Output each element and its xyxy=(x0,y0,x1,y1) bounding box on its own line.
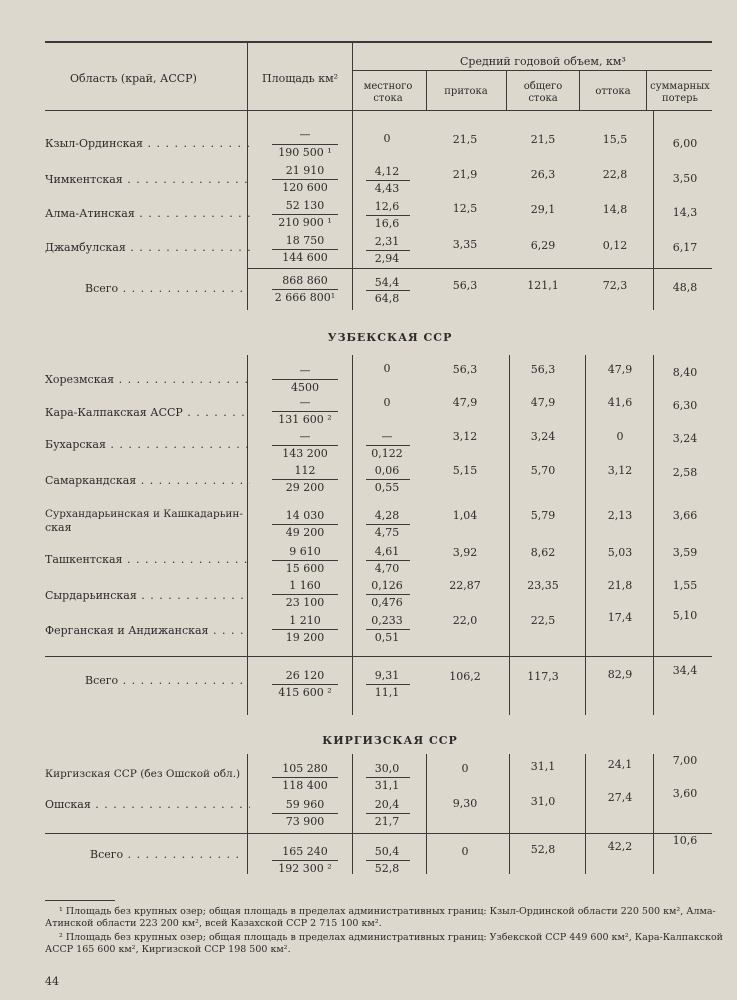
loss: 6,00 xyxy=(672,137,698,150)
area-bottom: 73 900 xyxy=(285,815,325,828)
row-name: Кзыл-Ординская . . . xyxy=(45,137,250,150)
area-top: 1 160 xyxy=(289,579,321,592)
header-area: Площадь км² xyxy=(262,72,339,85)
s2-divider-4 xyxy=(509,355,510,715)
local-top: 30,0 xyxy=(374,762,400,775)
area-fraction-bar xyxy=(272,144,338,145)
local-top: 12,6 xyxy=(374,200,400,213)
header-bottom-rule xyxy=(45,110,712,111)
local-fraction-bar xyxy=(366,524,410,525)
header-divider-6 xyxy=(646,70,647,110)
loss: 3,60 xyxy=(672,787,698,800)
area-bottom: 120 600 xyxy=(282,181,328,194)
outflow: 5,03 xyxy=(607,546,633,559)
local-top: 0 xyxy=(383,396,391,409)
outflow: 41,6 xyxy=(607,396,633,409)
local-fraction-bar xyxy=(366,180,410,181)
s2-divider-6 xyxy=(653,355,654,715)
inflow: 3,35 xyxy=(452,238,478,251)
area-bottom: 131 600 ² xyxy=(278,413,332,426)
s2-divider-2 xyxy=(352,355,353,715)
area-bottom: 15 600 xyxy=(285,562,325,575)
local-top: 2,31 xyxy=(374,235,400,248)
area-top: 52 130 xyxy=(285,199,325,212)
area-fraction-bar xyxy=(272,594,338,595)
local-bottom: 11,1 xyxy=(374,686,400,699)
area-fraction-bar xyxy=(272,411,338,412)
local-bottom: 0,51 xyxy=(374,631,400,644)
s1-total-rule xyxy=(247,268,712,269)
inflow: 3,92 xyxy=(452,546,478,559)
total: 31,0 xyxy=(530,795,556,808)
s3-divider-4 xyxy=(509,754,510,874)
row-name: Киргизская ССР (без Ошской обл.) xyxy=(45,768,241,780)
section-title-kirghiz: КИРГИЗСКАЯ ССР xyxy=(322,734,458,747)
s1-divider-2 xyxy=(352,110,353,310)
total: 29,1 xyxy=(530,203,556,216)
area-top: — xyxy=(299,128,311,141)
outflow: 17,4 xyxy=(607,611,633,624)
local-top: 4,12 xyxy=(374,165,400,178)
outflow: 14,8 xyxy=(602,203,628,216)
outflow: 2,13 xyxy=(607,509,633,522)
local-fraction-bar xyxy=(366,290,410,291)
s3-divider-3 xyxy=(426,754,427,874)
local-fraction-bar xyxy=(366,684,410,685)
inflow: 21,9 xyxy=(452,168,478,181)
s1-divider-6 xyxy=(653,110,654,310)
total: 117,3 xyxy=(527,670,559,683)
area-bottom: 4500 xyxy=(291,381,319,394)
area-top: — xyxy=(299,364,311,377)
inflow: 9,30 xyxy=(452,797,478,810)
local-top: 0 xyxy=(383,132,391,145)
row-name: Чимкентская . . . xyxy=(45,173,250,186)
outflow: 27,4 xyxy=(607,791,633,804)
table-top-rule xyxy=(45,41,712,43)
header-divider-3 xyxy=(426,70,427,110)
area-bottom: 210 900 ¹ xyxy=(278,216,332,229)
local-fraction-bar xyxy=(366,629,410,630)
total: 52,8 xyxy=(530,843,556,856)
header-local-2: стока xyxy=(373,93,403,104)
area-bottom: 415 600 ² xyxy=(278,686,332,699)
s2-divider-5 xyxy=(585,355,586,715)
local-bottom: 31,1 xyxy=(374,779,400,792)
s3-total-rule xyxy=(45,833,712,834)
area-fraction-bar xyxy=(272,629,338,630)
area-bottom: 19 200 xyxy=(285,631,325,644)
area-fraction-bar xyxy=(272,179,338,180)
area-fraction-bar xyxy=(272,684,338,685)
row-name: Ферганская и Андижанская . . . xyxy=(45,624,250,637)
area-top: 59 960 xyxy=(285,798,325,811)
inflow: 56,3 xyxy=(452,363,478,376)
area-fraction-bar xyxy=(272,379,338,380)
area-fraction-bar xyxy=(272,214,338,215)
inflow: 56,3 xyxy=(452,279,478,292)
s3-divider-6 xyxy=(653,754,654,874)
area-bottom: 190 500 ¹ xyxy=(278,146,332,159)
local-bottom: 21,7 xyxy=(374,815,400,828)
header-total-1: общего xyxy=(523,81,563,92)
loss: 34,4 xyxy=(672,664,698,677)
row-name: Ошская . . . xyxy=(45,798,250,811)
header-total-2: стока xyxy=(528,93,558,104)
local-top: 4,28 xyxy=(374,509,400,522)
local-bottom: 0,55 xyxy=(374,481,400,494)
local-top: 0 xyxy=(383,362,391,375)
row-name: Ташкентская . . . xyxy=(45,553,250,566)
s3-divider-2 xyxy=(352,754,353,874)
outflow: 24,1 xyxy=(607,758,633,771)
header-divider-5 xyxy=(579,70,580,110)
row-name: Кара-Калпакская АССР . . . xyxy=(45,406,250,419)
area-top: 112 xyxy=(294,464,316,477)
area-fraction-bar xyxy=(272,777,338,778)
loss: 6,30 xyxy=(672,399,698,412)
total-label: Всего . . . xyxy=(85,674,245,687)
loss: 3,66 xyxy=(672,509,698,522)
inflow: 0 xyxy=(461,762,469,775)
row-name: Бухарская . . . xyxy=(45,438,250,451)
area-bottom: 2 666 800¹ xyxy=(274,291,336,304)
loss: 8,40 xyxy=(672,366,698,379)
row-name: Хорезмская . . . xyxy=(45,373,250,386)
total-label: Всего . . . xyxy=(85,282,245,295)
outflow: 22,8 xyxy=(602,168,628,181)
inflow: 47,9 xyxy=(452,396,478,409)
row-name: Сырдарьинская . . . xyxy=(45,589,250,602)
total: 22,5 xyxy=(530,614,556,627)
area-fraction-bar xyxy=(272,289,338,290)
inflow: 5,15 xyxy=(452,464,478,477)
area-top: 868 860 xyxy=(282,274,328,287)
footnote-2: ² Площадь без крупных озер; общая площадь в пределах административных границ: Узбекской ССР 449 600 км², Кара-Калпакской АССР 165 600 км², Киргизской ССР 198 500 км². xyxy=(45,932,723,955)
total: 31,1 xyxy=(530,760,556,773)
total: 5,70 xyxy=(530,464,556,477)
local-fraction-bar xyxy=(366,777,410,778)
s3-divider-5 xyxy=(585,754,586,874)
local-top: 4,61 xyxy=(374,545,400,558)
area-top: 165 240 xyxy=(282,845,328,858)
header-inflow: притока xyxy=(444,86,488,97)
local-fraction-bar xyxy=(366,560,410,561)
area-bottom: 118 400 xyxy=(282,779,328,792)
header-region: Область (край, АССР) xyxy=(70,72,197,85)
outflow: 42,2 xyxy=(607,840,633,853)
local-bottom: 0,476 xyxy=(371,596,403,609)
total: 26,3 xyxy=(530,168,556,181)
header-loss-1: суммарных xyxy=(650,81,710,92)
local-bottom: 4,75 xyxy=(374,526,400,539)
local-top: 0,126 xyxy=(371,579,403,592)
local-fraction-bar xyxy=(366,479,410,480)
row-name: Сурхандарьинская и Кашкадарьин- xyxy=(45,508,243,520)
inflow: 0 xyxy=(461,845,469,858)
total: 3,24 xyxy=(530,430,556,443)
local-fraction-bar xyxy=(366,250,410,251)
area-fraction-bar xyxy=(272,249,338,250)
total: 6,29 xyxy=(530,239,556,252)
local-bottom: 4,43 xyxy=(374,182,400,195)
area-top: 26 120 xyxy=(285,669,325,682)
header-volume-group: Средний годовой объем, км³ xyxy=(460,55,626,68)
local-top: 20,4 xyxy=(374,798,400,811)
header-group-rule xyxy=(352,70,712,71)
local-top: — xyxy=(381,430,393,443)
local-top: 50,4 xyxy=(374,845,400,858)
outflow: 72,3 xyxy=(602,279,628,292)
total: 121,1 xyxy=(527,279,559,292)
area-bottom: 29 200 xyxy=(285,481,325,494)
loss: 5,10 xyxy=(672,609,698,622)
local-top: 9,31 xyxy=(374,669,400,682)
local-bottom: 4,70 xyxy=(374,562,400,575)
inflow: 106,2 xyxy=(449,670,481,683)
area-fraction-bar xyxy=(272,445,338,446)
loss: 3,59 xyxy=(672,546,698,559)
area-bottom: 23 100 xyxy=(285,596,325,609)
area-fraction-bar xyxy=(272,560,338,561)
local-top: 54,4 xyxy=(374,276,400,289)
local-fraction-bar xyxy=(366,813,410,814)
loss: 3,50 xyxy=(672,172,698,185)
row-name-continuation: ская xyxy=(45,521,72,534)
area-top: 9 610 xyxy=(289,545,321,558)
area-fraction-bar xyxy=(272,479,338,480)
inflow: 3,12 xyxy=(452,430,478,443)
area-top: 18 750 xyxy=(285,234,325,247)
local-fraction-bar xyxy=(366,860,410,861)
area-fraction-bar xyxy=(272,813,338,814)
local-fraction-bar xyxy=(366,594,410,595)
local-top: 0,06 xyxy=(374,464,400,477)
outflow: 21,8 xyxy=(607,579,633,592)
area-top: 21 910 xyxy=(285,164,325,177)
header-loss-2: потерь xyxy=(662,93,698,104)
loss: 6,17 xyxy=(672,241,698,254)
total: 5,79 xyxy=(530,509,556,522)
loss: 7,00 xyxy=(672,754,698,767)
footnote-1: ¹ Площадь без крупных озер; общая площадь в пределах административных границ: Кзыл-Ординской области 220 500 км², Алма-Атинской области 223 200 км², всей Казахской ССР 2 715 100 км². xyxy=(45,906,716,929)
loss: 48,8 xyxy=(672,281,698,294)
loss: 3,24 xyxy=(672,432,698,445)
area-top: 1 210 xyxy=(289,614,321,627)
s2-total-rule xyxy=(45,656,712,657)
local-top: 0,233 xyxy=(371,614,403,627)
inflow: 22,0 xyxy=(452,614,478,627)
area-bottom: 143 200 xyxy=(282,447,328,460)
area-top: 105 280 xyxy=(282,762,328,775)
header-divider-1 xyxy=(247,43,248,110)
total: 23,35 xyxy=(527,579,559,592)
header-divider-4 xyxy=(506,70,507,110)
area-fraction-bar xyxy=(272,860,338,861)
loss: 1,55 xyxy=(672,579,698,592)
row-name: Алма-Атинская . . . xyxy=(45,207,250,220)
local-bottom: 2,94 xyxy=(374,252,400,265)
area-bottom: 144 600 xyxy=(282,251,328,264)
area-top: — xyxy=(299,430,311,443)
total: 47,9 xyxy=(530,396,556,409)
loss: 2,58 xyxy=(672,466,698,479)
row-name: Джамбулская . . . xyxy=(45,241,250,254)
outflow: 0 xyxy=(616,430,624,443)
section-title-uzbek: УЗБЕКСКАЯ ССР xyxy=(327,331,453,344)
loss: 10,6 xyxy=(672,834,698,847)
total: 21,5 xyxy=(530,133,556,146)
header-outflow: оттока xyxy=(595,86,631,97)
total-label: Всего . . . xyxy=(90,848,245,861)
local-bottom: 0,122 xyxy=(371,447,403,460)
area-top: 14 030 xyxy=(285,509,325,522)
local-bottom: 64,8 xyxy=(374,292,400,305)
inflow: 21,5 xyxy=(452,133,478,146)
footnote-rule xyxy=(45,900,115,901)
row-name: Самаркандская . . . xyxy=(45,474,250,487)
area-top: — xyxy=(299,396,311,409)
outflow: 15,5 xyxy=(602,133,628,146)
local-bottom: 16,6 xyxy=(374,217,400,230)
loss: 14,3 xyxy=(672,206,698,219)
total: 8,62 xyxy=(530,546,556,559)
total: 56,3 xyxy=(530,363,556,376)
outflow: 3,12 xyxy=(607,464,633,477)
inflow: 22,87 xyxy=(449,579,481,592)
area-fraction-bar xyxy=(272,524,338,525)
header-divider-2 xyxy=(352,43,353,110)
outflow: 82,9 xyxy=(607,668,633,681)
header-local-1: местного xyxy=(363,81,413,92)
inflow: 1,04 xyxy=(452,509,478,522)
inflow: 12,5 xyxy=(452,202,478,215)
local-fraction-bar xyxy=(366,445,410,446)
area-bottom: 192 300 ² xyxy=(278,862,332,875)
page-number: 44 xyxy=(45,975,59,988)
local-bottom: 52,8 xyxy=(374,862,400,875)
outflow: 0,12 xyxy=(602,239,628,252)
area-bottom: 49 200 xyxy=(285,526,325,539)
outflow: 47,9 xyxy=(607,363,633,376)
local-fraction-bar xyxy=(366,215,410,216)
